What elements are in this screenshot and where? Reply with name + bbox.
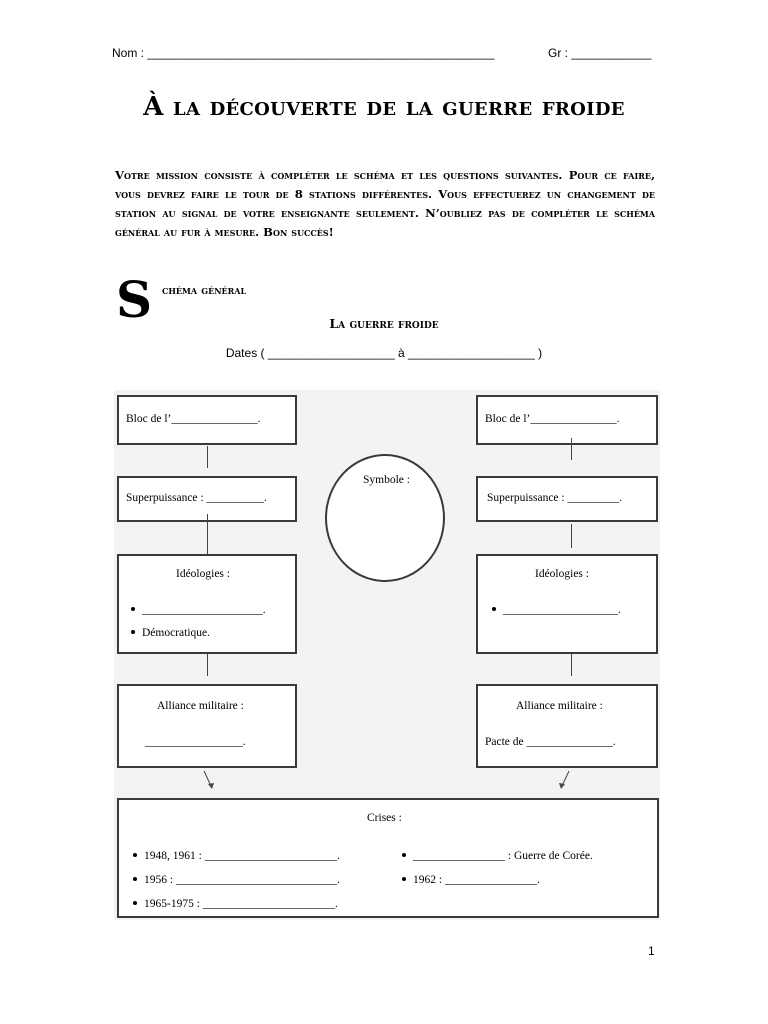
right-ideologies-title: Idéologies :	[535, 568, 589, 580]
right-connector-2	[571, 524, 572, 548]
bullet-icon	[492, 607, 496, 611]
right-alliance-value: Pacte de _______________.	[485, 736, 616, 748]
bullet-icon	[131, 630, 135, 634]
left-bloc-text: Bloc de l’_______________.	[126, 413, 261, 425]
left-ideology-item	[131, 604, 266, 616]
crisis-item-text: 1962 : ________________.	[413, 874, 540, 886]
crisis-item	[133, 850, 340, 862]
schema-title: La guerre froide	[329, 316, 439, 331]
section-title: chéma général	[162, 283, 247, 297]
right-superpower-text: Superpuissance : _________.	[487, 492, 623, 504]
symbol-label: Symbole :	[363, 474, 410, 486]
crisis-item	[133, 898, 338, 910]
name-field-label: Nom : ____________________________________________________	[112, 46, 495, 60]
right-connector-1	[571, 438, 572, 460]
crisis-item	[402, 850, 593, 862]
right-arrow-icon	[556, 770, 572, 790]
left-ideology-item-text: _____________________.	[142, 604, 266, 616]
bullet-icon	[133, 877, 137, 881]
right-connector-3	[571, 654, 572, 676]
page-title: À la découverte de la guerre froide	[143, 92, 625, 122]
crises-title: Crises :	[367, 812, 402, 824]
left-connector-2	[207, 514, 208, 554]
left-bloc-box	[117, 395, 297, 445]
left-superpower-text: Superpuissance : __________.	[126, 492, 267, 504]
right-alliance-title: Alliance militaire :	[516, 700, 603, 712]
crisis-item	[133, 874, 340, 886]
left-ideologies-title: Idéologies :	[176, 568, 230, 580]
bullet-icon	[402, 877, 406, 881]
crisis-item-text: 1956 : ____________________________.	[144, 874, 340, 886]
bullet-icon	[133, 901, 137, 905]
left-alliance-title: Alliance militaire :	[157, 700, 244, 712]
right-alliance-box	[476, 684, 658, 768]
crisis-item	[402, 874, 540, 886]
left-ideology-item	[131, 627, 210, 639]
bullet-icon	[133, 853, 137, 857]
right-bloc-text: Bloc de l’_______________.	[485, 413, 620, 425]
cold-war-diagram	[114, 390, 660, 920]
right-superpower-box	[476, 476, 658, 522]
right-ideology-item-text: ____________________.	[503, 604, 621, 616]
left-ideologies-box	[117, 554, 297, 654]
right-ideologies-box	[476, 554, 658, 654]
left-ideology-item-text: Démocratique.	[142, 627, 211, 639]
left-alliance-value: _________________.	[145, 736, 246, 748]
crisis-item-text: ________________ : Guerre de Corée.	[413, 850, 593, 862]
bullet-icon	[131, 607, 135, 611]
crises-box	[117, 798, 659, 918]
crisis-item-text: 1965-1975 : _______________________.	[144, 898, 338, 910]
left-alliance-box	[117, 684, 297, 768]
page-number: 1	[648, 944, 655, 958]
left-connector-1	[207, 446, 208, 468]
group-field-label: Gr : ____________	[548, 46, 652, 60]
section-dropcap: S	[116, 270, 153, 329]
bullet-icon	[402, 853, 406, 857]
right-bloc-box	[476, 395, 658, 445]
symbol-circle	[325, 454, 445, 582]
right-ideology-item	[492, 604, 621, 616]
intro-paragraph: Votre mission consiste à compléter le schéma et les questions suivantes. Pour ce faire, vous devrez faire le tour de 8 stations différentes. Vous effectuerez un changement de station au signal de votre enseignante seulement. N’oubliez pas de compléter le schéma général au fur à mesure. Bon succès!	[115, 168, 655, 239]
dates-field: Dates ( ___________________ à ___________________ )	[225, 346, 543, 360]
crisis-item-text: 1948, 1961 : _______________________.	[144, 850, 340, 862]
left-arrow-icon	[202, 770, 218, 790]
left-connector-3	[207, 654, 208, 676]
